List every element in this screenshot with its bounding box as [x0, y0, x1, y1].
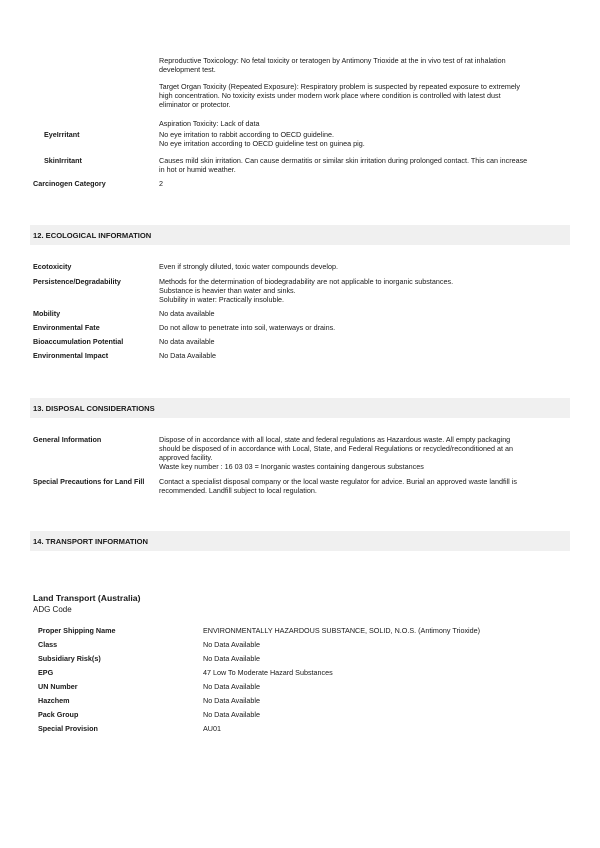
row-label: EPG: [38, 668, 54, 677]
section-14-header: [30, 531, 570, 551]
bioaccumulation-label: Bioaccumulation Potential: [33, 337, 124, 346]
aspiration-toxicity-text: Aspiration Toxicity: Lack of data: [159, 119, 260, 128]
carcinogen-category-value: 2: [159, 179, 163, 188]
environmental-impact-label: Environmental Impact: [33, 351, 109, 360]
row-value: ENVIRONMENTALLY HAZARDOUS SUBSTANCE, SOLID, N.O.S. (Antimony Trioxide): [203, 626, 481, 635]
row-value: No Data Available: [203, 682, 261, 691]
table-row: [38, 696, 568, 710]
adg-code-label: ADG Code: [33, 605, 72, 614]
skin-irritant-value: Causes mild skin irritation. Can cause dermatitis or similar skin irritation during prolonged contact. This can increase in hot or humid weather.: [159, 156, 528, 174]
section-13-header: [30, 398, 570, 418]
table-row: [38, 654, 568, 668]
section-12-title: 12. ECOLOGICAL INFORMATION: [33, 231, 152, 240]
ecotoxicity-value: Even if strongly diluted, toxic water compounds develop.: [159, 262, 338, 271]
table-row: [38, 724, 568, 738]
section-12-header: [30, 225, 570, 245]
row-label: Pack Group: [38, 710, 79, 719]
target-organ-toxicity-text: Target Organ Toxicity (Repeated Exposure): Respiratory problem is suspected by repeated exposure to extremely high concentration. No toxicity exists under modern work place where condition is controlled with latest dust eliminator or protector.: [159, 82, 521, 109]
row-label: Special Provision: [38, 724, 98, 733]
land-transport-title: Land Transport (Australia): [33, 593, 141, 603]
row-label: Class: [38, 640, 58, 649]
repro-toxicology-text: Reproductive Toxicology: No fetal toxicity or teratogen by Antimony Trioxide at the in vivo test of rat inhalation development test.: [159, 56, 506, 74]
row-value: No Data Available: [203, 710, 261, 719]
environmental-fate-value: Do not allow to penetrate into soil, waterways or drains.: [159, 323, 336, 332]
transport-table: [38, 626, 568, 738]
row-value: AU01: [203, 724, 221, 733]
table-row: [38, 626, 568, 640]
carcinogen-category-label: Carcinogen Category: [33, 179, 106, 188]
environmental-impact-value: No Data Available: [159, 351, 217, 360]
row-value: No Data Available: [203, 640, 261, 649]
row-label: Subsidiary Risk(s): [38, 654, 101, 663]
eye-irritant-value: No eye irritation to rabbit according to OECD guideline. No eye irritation according to OECD guideline test on guinea pig.: [159, 130, 365, 148]
persistence-value: Methods for the determination of biodegradability are not applicable to inorganic substances. Substance is heavier than water and sinks. Solubility in water: Practically insoluble.: [159, 277, 454, 304]
table-row: [38, 710, 568, 724]
row-value: No Data Available: [203, 696, 261, 705]
row-label: UN Number: [38, 682, 78, 691]
bioaccumulation-value: No data available: [159, 337, 215, 346]
row-label: Hazchem: [38, 696, 70, 705]
row-value: No Data Available: [203, 654, 261, 663]
row-label: Proper Shipping Name: [38, 626, 116, 635]
table-row: [38, 668, 568, 682]
persistence-label: Persistence/Degradability: [33, 277, 121, 286]
skin-irritant-label: SkinIrritant: [44, 156, 82, 165]
special-precautions-label: Special Precautions for Land Fill: [33, 477, 145, 486]
special-precautions-value: Contact a specialist disposal company or the local waste regulator for advice. Burial an approved waste landfill is recommended. Landfill subject to local regulation.: [159, 477, 517, 495]
general-information-value: Dispose of in accordance with all local, state and federal regulations as Hazardous waste. All empty packaging should be disposed of in accordance with Local, State, and Federal Regulations or recycled/reconditioned at an approved facility. Waste key number : 16 03 03 = Inorganic wastes containing dangerous substances: [159, 435, 514, 471]
general-information-label: General Information: [33, 435, 102, 444]
table-row: [38, 640, 568, 654]
section-14-title: 14. TRANSPORT INFORMATION: [33, 537, 149, 546]
eye-irritant-label: EyeIrritant: [44, 130, 80, 139]
mobility-value: No data available: [159, 309, 215, 318]
environmental-fate-label: Environmental Fate: [33, 323, 100, 332]
table-row: [38, 682, 568, 696]
ecotoxicity-label: Ecotoxicity: [33, 262, 72, 271]
section-13-title: 13. DISPOSAL CONSIDERATIONS: [33, 404, 155, 413]
mobility-label: Mobility: [33, 309, 61, 318]
row-value: 47 Low To Moderate Hazard Substances: [203, 668, 333, 677]
